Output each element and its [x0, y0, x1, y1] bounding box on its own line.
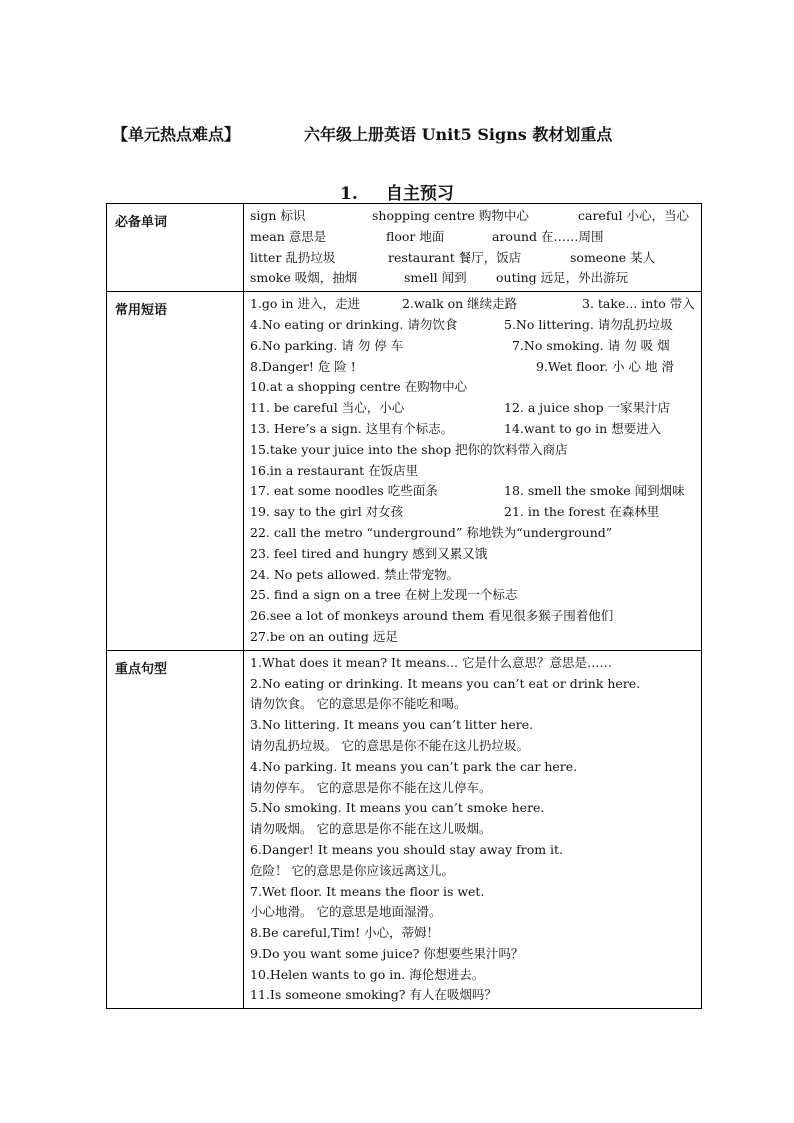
- phrases-text: 22. call the metro “underground” 称地铁为“underground”: [250, 524, 613, 540]
- sentences-text: 4.No parking. It means you can’t park the car here.: [250, 758, 578, 774]
- phrases-text: 3. take... into 带入: [582, 296, 695, 312]
- sentences-line: [250, 944, 695, 965]
- phrases-text: 15.take your juice into the shop 把你的饮料带入商店: [250, 441, 568, 457]
- sentences-content: [244, 650, 702, 1009]
- phrases-text: 8.Danger! 危 险 !: [250, 358, 356, 374]
- sentences-line: [250, 653, 695, 674]
- sentences-line: [250, 923, 695, 944]
- sentences-line: [250, 778, 695, 799]
- phrases-line: [250, 585, 695, 606]
- phrases-line: [250, 461, 695, 482]
- words-text: mean 意思是: [250, 228, 327, 244]
- sentences-line: [250, 985, 695, 1006]
- phrases-text: 9.Wet floor. 小 心 地 滑: [536, 358, 675, 374]
- words-content: [244, 204, 702, 292]
- sentences-row: [107, 650, 702, 1009]
- sentences-text: 请勿乱扔垃圾。 它的意思是你不能在这儿扔垃圾。: [250, 737, 529, 753]
- phrases-line: [250, 419, 695, 440]
- phrases-text: 7.No smoking. 请 勿 吸 烟: [512, 337, 670, 353]
- section-tag: 【单元热点难点】: [112, 125, 241, 144]
- sentences-text: 请勿饮食。 它的意思是你不能吃和喝。: [250, 696, 467, 712]
- phrases-line: [250, 377, 695, 398]
- words-row: [107, 204, 702, 292]
- sentences-text: 2.No eating or drinking. It means you can’t eat or drink here.: [250, 675, 641, 691]
- sentences-line: [250, 736, 695, 757]
- phrases-line: [250, 440, 695, 461]
- phrases-line: [250, 502, 695, 523]
- phrases-line: [250, 336, 695, 357]
- words-text: careful 小心，当心: [578, 208, 689, 223]
- section-title: 自主预习: [385, 184, 454, 204]
- words-text: sign 标识: [250, 208, 306, 223]
- sentences-line: [250, 965, 695, 986]
- phrases-line: [250, 627, 695, 648]
- sentences-text: 小心地滑。 它的意思是地面湿滑。: [250, 904, 442, 920]
- phrases-text: 23. feel tired and hungry 感到又累又饿: [250, 545, 488, 561]
- phrases-text: 25. find a sign on a tree 在树上发现一个标志: [250, 587, 518, 603]
- sentences-text: 请勿吸烟。 它的意思是你不能在这儿吸烟。: [250, 821, 492, 837]
- sentences-text: 5.No smoking. It means you can’t smoke here.: [250, 800, 545, 816]
- phrases-text: 6.No parking. 请 勿 停 车: [250, 337, 404, 353]
- sentences-text: 1.What does it mean? It means... 它是什么意思？意思是……: [250, 654, 613, 670]
- words-line: [250, 206, 695, 227]
- sentences-line: [250, 798, 695, 819]
- sentences-text: 6.Danger! It means you should stay away from it.: [250, 841, 564, 857]
- sentences-text: 9.Do you want some juice? 你想要些果汁吗？: [250, 945, 524, 961]
- words-line: [250, 268, 695, 289]
- phrases-text: 5.No littering. 请勿乱扔垃圾: [504, 316, 673, 332]
- phrases-text: 10.at a shopping centre 在购物中心: [250, 379, 468, 395]
- words-text: restaurant 餐厅，饭店: [388, 249, 522, 265]
- words-text: litter 乱扔垃圾: [250, 249, 336, 265]
- section-number: 1.: [340, 184, 358, 204]
- words-line: [250, 227, 695, 248]
- phrases-line: [250, 294, 695, 315]
- sentences-line: [250, 882, 695, 903]
- phrases-text: 1.go in 进入，走进: [250, 296, 360, 312]
- words-text: shopping centre 购物中心: [372, 208, 529, 223]
- phrases-text: 18. smell the smoke 闻到烟味: [504, 483, 685, 499]
- phrases-text: 27.be on an outing 远足: [250, 628, 398, 644]
- words-text: smell 闻到: [404, 270, 467, 286]
- phrases-line: [250, 544, 695, 565]
- words-text: outing 远足，外出游玩: [496, 270, 629, 286]
- sentences-text: 10.Helen wants to go in. 海伦想进去。: [250, 966, 485, 982]
- document-title: 六年级上册英语 Unit5 Signs 教材划重点: [304, 125, 613, 144]
- words-line: [250, 248, 695, 269]
- phrases-line: [250, 565, 695, 586]
- study-table: [106, 203, 702, 1009]
- sentences-text: 11.Is someone smoking? 有人在吸烟吗？: [250, 987, 497, 1003]
- words-label: 必备单词: [107, 204, 244, 292]
- sentences-line: [250, 694, 695, 715]
- phrases-text: 4.No eating or drinking. 请勿饮食: [250, 316, 458, 332]
- phrases-line: [250, 315, 695, 336]
- phrases-row: [107, 292, 702, 651]
- section-heading: [340, 179, 454, 204]
- phrases-text: 14.want to go in 想要进入: [504, 420, 662, 436]
- sentences-label: 重点句型: [107, 650, 244, 1009]
- sentences-text: 7.Wet floor. It means the floor is wet.: [250, 883, 485, 899]
- sentences-text: 危险！ 它的意思是你应该远离这儿。: [250, 862, 454, 878]
- phrases-line: [250, 606, 695, 627]
- sentences-line: [250, 819, 695, 840]
- words-text: around 在……周围: [492, 228, 604, 244]
- phrases-line: [250, 398, 695, 419]
- words-text: smoke 吸烟，抽烟: [250, 270, 358, 286]
- phrases-line: [250, 523, 695, 544]
- phrases-text: 26.see a lot of monkeys around them 看见很多猴子围着他们: [250, 608, 614, 624]
- phrases-text: 16.in a restaurant 在饭店里: [250, 462, 419, 478]
- sentences-text: 8.Be careful,Tim! 小心，蒂姆！: [250, 925, 440, 941]
- phrases-text: 21. in the forest 在森林里: [504, 504, 660, 520]
- words-text: floor 地面: [386, 228, 445, 244]
- phrases-text: 13. Here’s a sign. 这里有个标志。: [250, 420, 454, 436]
- phrases-text: 11. be careful 当心，小心: [250, 400, 405, 416]
- phrases-label: 常用短语: [107, 292, 244, 651]
- phrases-text: 24. No pets allowed. 禁止带宠物。: [250, 566, 460, 582]
- sentences-line: [250, 861, 695, 882]
- words-text: someone 某人: [570, 249, 656, 265]
- sentences-line: [250, 674, 695, 695]
- sentences-text: 请勿停车。 它的意思是你不能在这儿停车。: [250, 779, 492, 795]
- phrases-text: 17. eat some noodles 吃些面条: [250, 483, 438, 499]
- sentences-line: [250, 902, 695, 923]
- phrases-line: [250, 481, 695, 502]
- sentences-text: 3.No littering. It means you can’t litter here.: [250, 717, 534, 733]
- sentences-line: [250, 757, 695, 778]
- phrases-text: 2.walk on 继续走路: [402, 296, 518, 312]
- phrases-line: [250, 357, 695, 378]
- phrases-text: 19. say to the girl 对女孩: [250, 504, 404, 520]
- sentences-line: [250, 840, 695, 861]
- phrases-content: [244, 292, 702, 651]
- sentences-line: [250, 715, 695, 736]
- phrases-text: 12. a juice shop 一家果汁店: [504, 400, 671, 416]
